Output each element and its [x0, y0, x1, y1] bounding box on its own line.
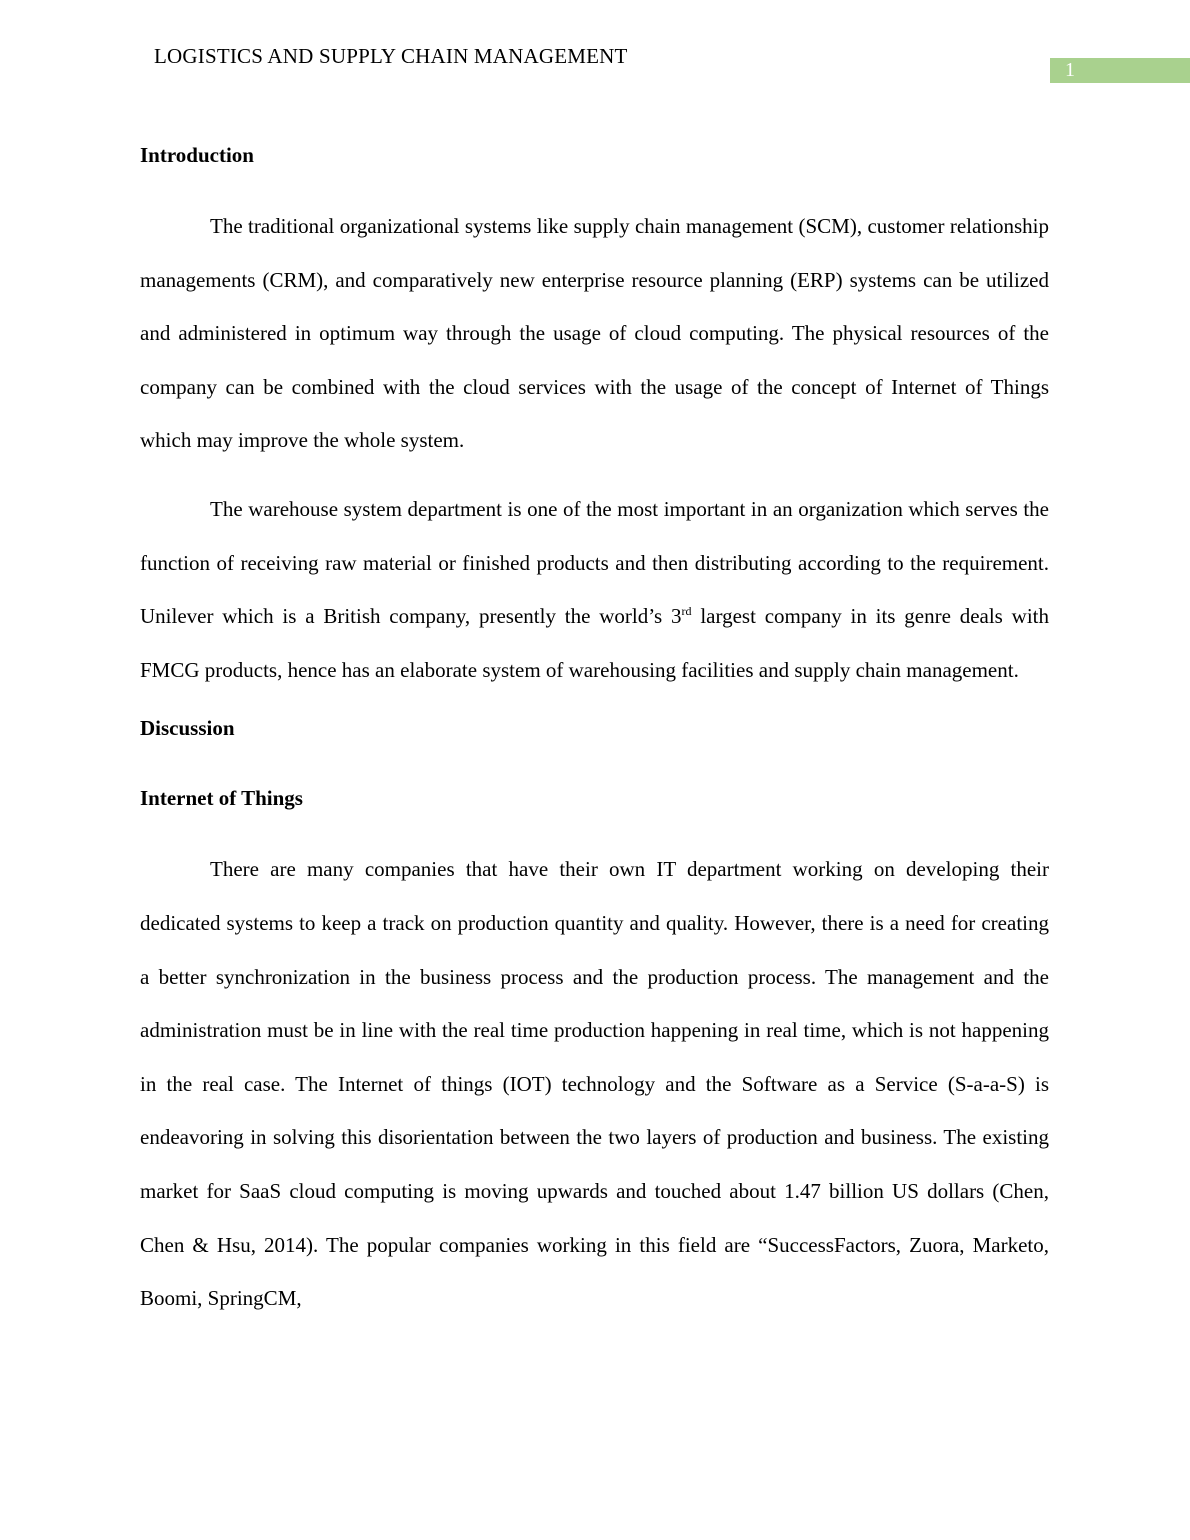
heading-internet-of-things: Internet of Things [140, 786, 303, 811]
page-number: 1 [1065, 59, 1075, 81]
paragraph-text: The warehouse system department is one of the most important in an organization which serves the function of receiving raw material or finished products and then distributing according to the requirement. Unilever which is a British company, presently the world’s 3 [140, 496, 1049, 629]
paragraph-text: largest company in its genre deals with FMCG products, hence has an elaborate system of warehousing facilities and supply chain management. [140, 604, 1049, 682]
paragraph-introduction-2 [140, 483, 1049, 697]
page-number-badge [1050, 58, 1190, 83]
running-head: LOGISTICS AND SUPPLY CHAIN MANAGEMENT [154, 44, 628, 68]
document-body [140, 140, 1049, 1326]
ordinal-superscript: rd [681, 604, 692, 619]
paragraph-iot-1: There are many companies that have their own IT department working on developing their dedicated systems to keep a track on production quantity and quality. However, there is a need for creating a better synchronization in the business process and the production process. The management and the administration must be in line with the real time production happening in real time, which is not happening in the real case. The Internet of things (IOT) technology and the Software as a Service (S-a-a-S) is endeavoring in solving this disorientation between the two layers of production and business. The existing market for SaaS cloud computing is moving upwards and touched about 1.47 billion US dollars (Chen, Chen & Hsu, 2014). The popular companies working in this field are “SuccessFactors, Zuora, Marketo, Boomi, SpringCM, [140, 857, 1049, 1311]
heading-introduction: Introduction [140, 143, 254, 167]
paragraph-introduction-1: The traditional organizational systems like supply chain management (SCM), customer relationship managements (CRM), and comparatively new enterprise resource planning (ERP) systems can be utilized and administered in optimum way through the usage of cloud computing. The physical resources of the company can be combined with the cloud services with the usage of the concept of Internet of Things which may improve the whole system. [140, 214, 1049, 453]
heading-discussion: Discussion [140, 716, 235, 741]
